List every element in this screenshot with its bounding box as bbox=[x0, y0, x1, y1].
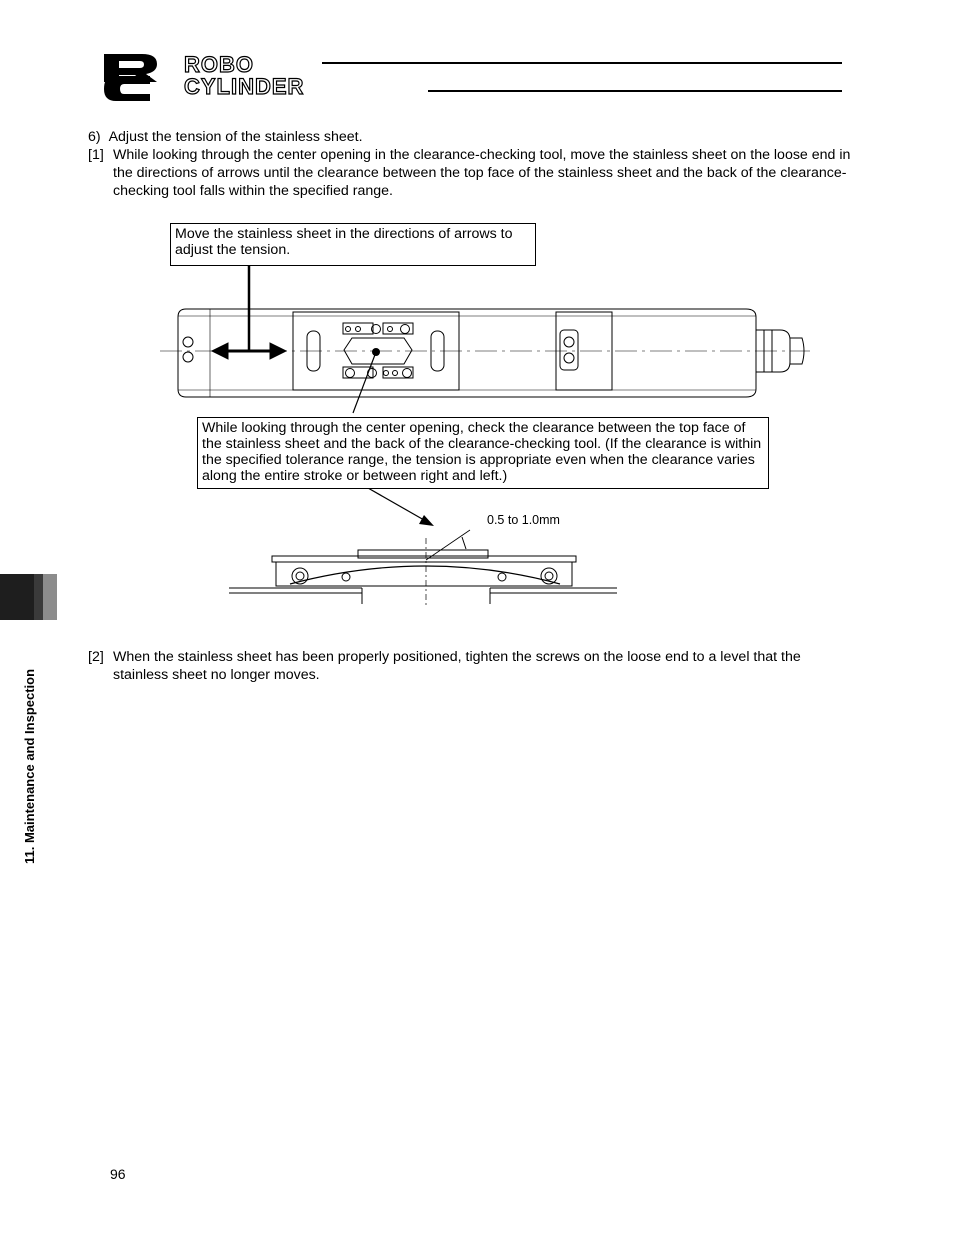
chapter-tab-gray bbox=[34, 574, 43, 620]
item-1-number: [1] bbox=[88, 147, 104, 163]
chapter-tab-light bbox=[43, 574, 57, 620]
instruction-item-2 bbox=[88, 648, 858, 684]
side-view-diagram bbox=[229, 530, 617, 608]
callout-check-clearance bbox=[197, 417, 769, 489]
callout-check-clearance-text: While looking through the center opening, check the clearance between the top face of the stainless sheet and the back of the clearance-checking tool. (If the clearance is within the specified tolerance range, the tension is appropriate even when the clearance varies along the entire stroke or between right and left.) bbox=[202, 420, 762, 484]
item-2-number: [2] bbox=[88, 649, 104, 665]
callout-move-sheet bbox=[170, 223, 536, 266]
chapter-label: 11. Maintenance and Inspection bbox=[22, 668, 37, 864]
item-1-text: While looking through the center opening in the clearance-checking tool, move the stainless sheet on the loose end in the directions of arrows until the clearance between the top face of the stainless sheet and the back of the clearance-checking tool falls within the specified range. bbox=[113, 147, 851, 199]
chapter-tab-dark bbox=[0, 574, 34, 620]
clearance-dimension-label: 0.5 to 1.0mm bbox=[487, 513, 560, 527]
callout-move-sheet-text: Move the stainless sheet in the directions of arrows to adjust the tension. bbox=[175, 226, 513, 258]
page-number: 96 bbox=[110, 1166, 126, 1182]
brand-line-2: CYLINDER bbox=[184, 74, 305, 99]
brand-line-1: ROBO bbox=[184, 52, 254, 77]
actuator-body-outline bbox=[178, 309, 756, 397]
item-2-text: When the stainless sheet has been properly positioned, tighten the screws on the loose end to a level that the stainless sheet no longer moves. bbox=[113, 649, 801, 683]
step-text: Adjust the tension of the stainless sheet. bbox=[108, 129, 363, 145]
step-number: 6) bbox=[88, 129, 101, 145]
chapter-tab bbox=[0, 574, 57, 620]
